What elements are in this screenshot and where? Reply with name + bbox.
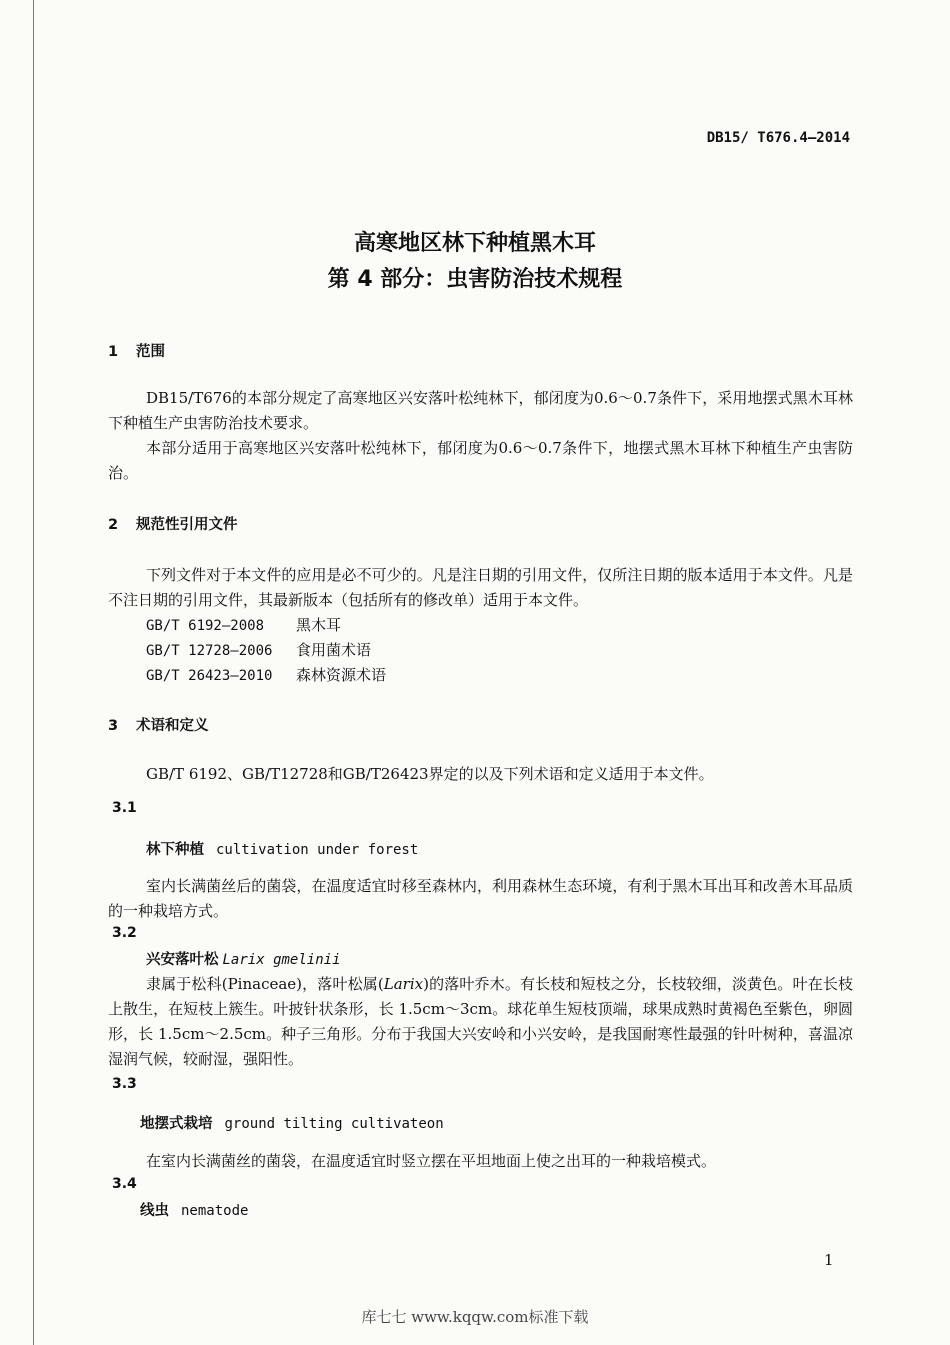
section-1-paragraph-2: 本部分适用于高寒地区兴安落叶松纯林下，郁闭度为0.6～0.7条件下，地摆式黑木耳林下种植生产虫害防治。: [108, 439, 853, 482]
document-title-line2: 第 4 部分：虫害防治技术规程: [327, 267, 623, 292]
term-chinese: 林下种植: [146, 842, 204, 858]
standard-number: DB15/ T676.4—2014: [706, 130, 850, 146]
term-english: nematode: [181, 1203, 249, 1219]
term-chinese: 线虫: [140, 1203, 169, 1219]
footer-watermark: 库七七 www.kqqw.com标准下载: [361, 1308, 589, 1326]
normative-reference: [146, 614, 341, 635]
clause-number: 3.1: [112, 800, 137, 816]
term-chinese: 地摆式栽培: [140, 1116, 213, 1132]
genus-name: Larix: [383, 975, 424, 993]
section-title: 范围: [136, 344, 165, 360]
definition-text: )的落叶乔木。有长枝和短枝之分，长枝较细，淡黄色。叶在长枝上散生，在短枝上簇生。叶披针状条形，长 1.5cm～3cm。球花单生短枝顶端，球果成熟时黄褐色至紫色，卵圆形，长 1.5cm～2.5cm。种子三角形。分布于我国大兴安岭和小兴安岭，是我国耐寒性最强的针叶树种，喜温凉湿润气候，较耐湿，强阳性。: [108, 975, 853, 1068]
page-number: 1: [824, 1251, 834, 1269]
clause-number: 3.4: [112, 1176, 137, 1192]
reference-name: 森林资源术语: [296, 666, 387, 684]
reference-name: 食用菌术语: [296, 641, 372, 659]
reference-name: 黑木耳: [296, 616, 342, 634]
clause-number: 3.2: [112, 925, 137, 941]
section-title: 规范性引用文件: [136, 517, 238, 533]
section-number: 1: [108, 344, 119, 360]
term-latin-name: Larix gmelinii: [222, 952, 341, 968]
clause-number: 3.3: [112, 1076, 137, 1092]
term-english: cultivation under forest: [216, 842, 419, 858]
reference-code: GB/T 12728—2006: [146, 643, 273, 659]
term-entry: [146, 948, 341, 969]
section-3-heading: [108, 714, 209, 735]
reference-code: GB/T 6192—2008: [146, 618, 265, 634]
section-1-heading: [108, 340, 165, 361]
section-3-paragraph-1: GB/T 6192、GB/T12728和GB/T26423界定的以及下列术语和定义适用于本文件。: [146, 765, 714, 783]
document-title-line1: 高寒地区林下种植黑木耳: [353, 231, 596, 256]
term-definition: [108, 972, 853, 1072]
definition-text: 隶属于松科(Pinaceae)，落叶松属(: [146, 975, 384, 993]
term-entry: [140, 1112, 444, 1133]
section-title: 术语和定义: [136, 718, 209, 734]
term-definition: 在室内长满菌丝的菌袋，在温度适宜时竖立摆在平坦地面上使之出耳的一种栽培模式。: [146, 1152, 717, 1170]
section-number: 3: [108, 718, 119, 734]
section-2-heading: [108, 513, 238, 534]
section-number: 2: [108, 517, 119, 533]
normative-reference: [146, 639, 371, 660]
term-entry: [140, 1199, 248, 1220]
normative-reference: [146, 664, 386, 685]
section-2-paragraph-1: 下列文件对于本文件的应用是必不可少的。凡是注日期的引用文件，仅所注日期的版本适用于本文件。凡是不注日期的引用文件，其最新版本（包括所有的修改单）适用于本文件。: [108, 566, 853, 609]
reference-code: GB/T 26423—2010: [146, 668, 273, 684]
binding-margin-line: [33, 0, 34, 1345]
term-entry: [146, 838, 418, 859]
term-definition: 室内长满菌丝后的菌袋，在温度适宜时移至森林内，利用森林生态环境，有利于黑木耳出耳和改善木耳品质的一种栽培方式。: [108, 877, 853, 920]
term-chinese: 兴安落叶松: [146, 952, 219, 968]
section-1-paragraph-1: DB15/T676的本部分规定了高寒地区兴安落叶松纯林下，郁闭度为0.6～0.7条件下，采用地摆式黑木耳林下种植生产虫害防治技术要求。: [108, 389, 853, 432]
term-english: ground tilting cultivateon: [224, 1116, 444, 1132]
